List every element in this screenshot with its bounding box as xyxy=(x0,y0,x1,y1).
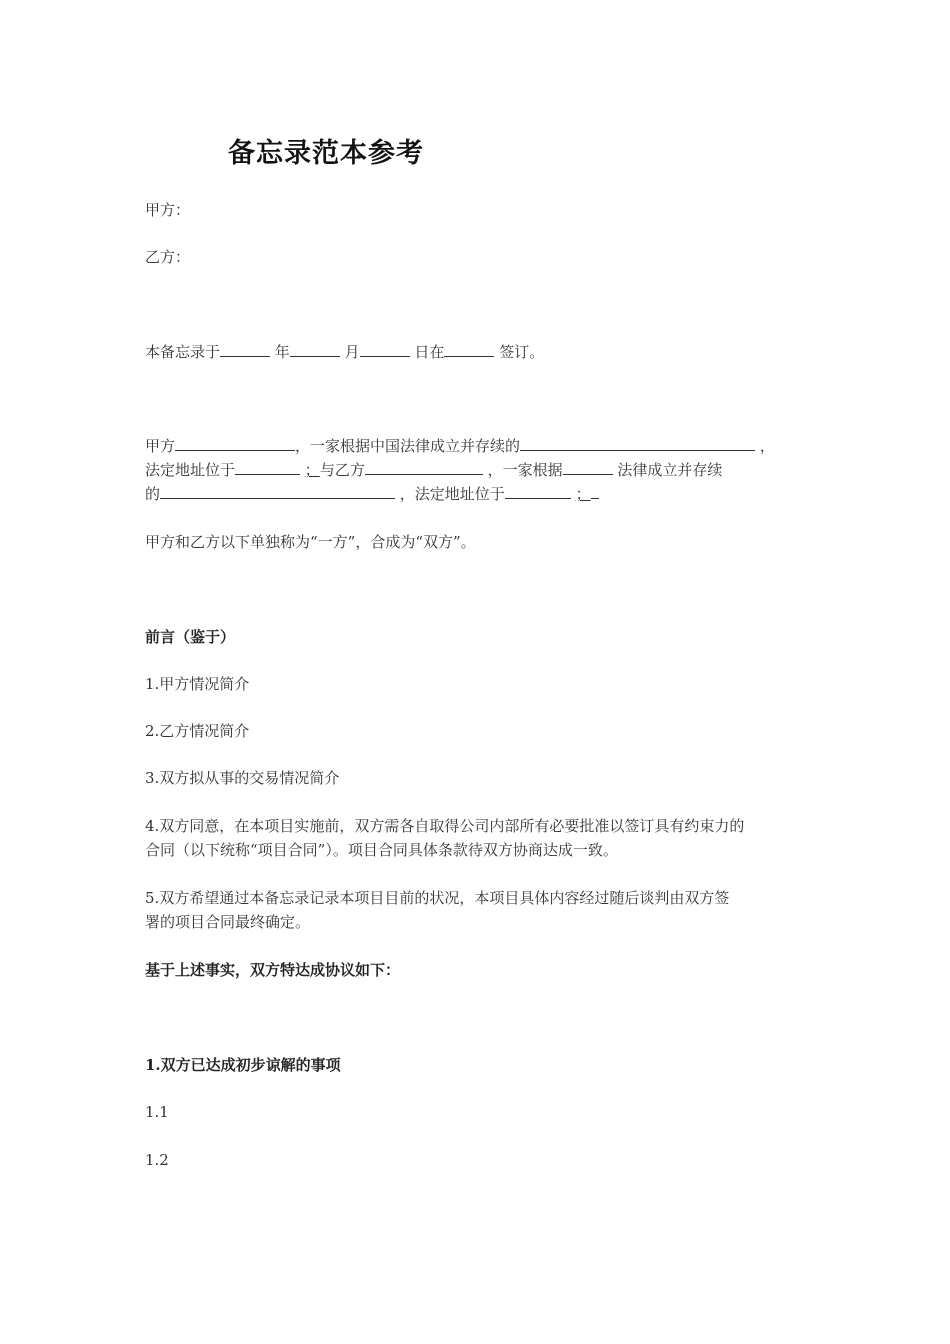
party-b-desc: ，一家根据 xyxy=(487,461,563,479)
party-a-address-blank[interactable] xyxy=(235,458,300,475)
party-b-address-blank[interactable] xyxy=(505,482,571,499)
agreement-intro: 基于上述事实，双方特达成协议如下： xyxy=(145,961,401,979)
preamble-item-4-line-1: 4.双方同意，在本项目实施前，双方需各自取得公司内部所有必要批准以签订具有约束力的 xyxy=(145,817,745,835)
party-a-entity-blank[interactable] xyxy=(520,434,755,451)
address-label-b: ，法定地址位于 xyxy=(399,485,505,503)
section-1-item-1: 1.1 xyxy=(145,1103,169,1121)
place-blank[interactable] xyxy=(444,340,494,357)
party-b-label: 乙方： xyxy=(145,248,191,266)
parties-line-3 xyxy=(145,482,599,506)
month-blank[interactable] xyxy=(290,340,340,357)
preamble-item-3: 3.双方拟从事的交易情况简介 xyxy=(145,769,340,787)
year-blank[interactable] xyxy=(220,340,270,357)
jurisdiction-blank[interactable] xyxy=(563,458,613,475)
party-b-name-blank[interactable] xyxy=(365,458,483,475)
section-1-item-2: 1.2 xyxy=(145,1151,169,1169)
preamble-heading: 前言（鉴于） xyxy=(145,628,236,646)
day-blank[interactable] xyxy=(360,340,410,357)
collective-definition: 甲方和乙方以下单独称为“一方”，合成为“双方”。 xyxy=(145,533,476,551)
preamble-item-5-line-2: 署的项目合同最终确定。 xyxy=(145,913,311,931)
preamble-item-2: 2.乙方情况简介 xyxy=(145,722,250,740)
document-title: 备忘录范本参考 xyxy=(228,138,424,169)
trailing-underline xyxy=(591,482,599,499)
party-a-name-blank[interactable] xyxy=(175,434,295,451)
date-suffix: 签订。 xyxy=(499,343,545,361)
semicolon: ； xyxy=(304,461,320,479)
date-prefix: 本备忘录于 xyxy=(145,343,221,361)
year-label: 年 xyxy=(274,343,290,361)
party-a-text: 甲方 xyxy=(145,437,176,455)
address-label: 法定地址位于 xyxy=(145,461,236,479)
parties-line-2 xyxy=(145,458,722,482)
preamble-item-5-line-1: 5.双方希望通过本备忘录记录本项目目前的状况，本项目具体内容经过随后谈判由双方签 xyxy=(145,889,730,907)
semicolon-b: ； xyxy=(575,485,591,503)
signing-date-line xyxy=(145,340,544,364)
parties-line-1 xyxy=(145,434,775,458)
established-text: 法律成立并存续 xyxy=(617,461,723,479)
preamble-item-4-line-2: 合同（以下统称“项目合同”）。项目合同具体条款待双方协商达成一致。 xyxy=(145,841,618,859)
comma: ， xyxy=(759,437,775,455)
day-at-label: 日在 xyxy=(414,343,445,361)
preamble-item-1: 1.甲方情况简介 xyxy=(145,675,250,693)
section-1-heading: 1.双方已达成初步谅解的事项 xyxy=(145,1056,341,1074)
party-a-label: 甲方： xyxy=(145,201,191,219)
party-a-desc: ，一家根据中国法律成立并存续的 xyxy=(295,437,521,455)
party-b-text: 与乙方 xyxy=(319,461,365,479)
of-text: 的 xyxy=(145,485,161,503)
month-label: 月 xyxy=(344,343,360,361)
party-b-entity-blank[interactable] xyxy=(160,482,395,499)
